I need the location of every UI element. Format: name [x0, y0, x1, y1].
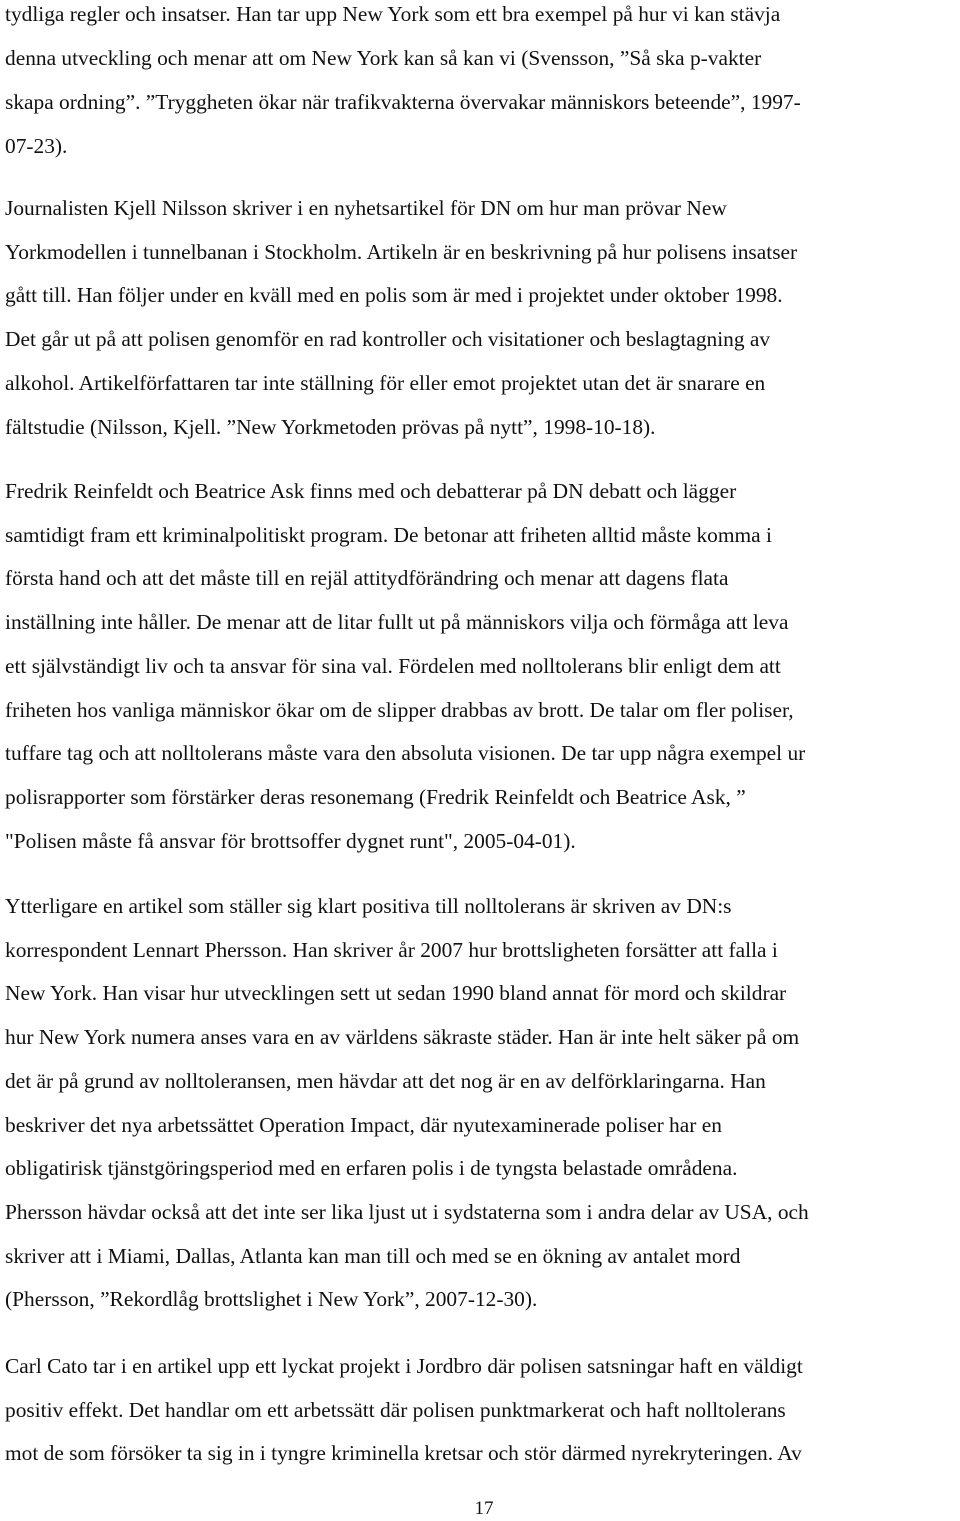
paragraph: tydliga regler och insatser. Han tar upp New York som ett bra exempel på hur vi kan stävja denna utveckling och menar att om New York kan så kan vi (Svensson, ”Så ska p-vakter skapa ordning”. ”Tryggheten ökar när trafikvakterna övervakar människors beteende”, 1997- 07-23). — [5, 2, 801, 158]
paragraph: Ytterligare en artikel som ställer sig klart positiva till nolltolerans är skriven av DN:s korrespondent Lennart Phersson. Han skriver år 2007 hur brottsligheten forsätter att falla i New York. Han visar hur utvecklingen sett ut sedan 1990 bland annat för mord och skildrar hur New York numera anses vara en av världens säkraste städer. Han är inte helt säker på om det är på grund av nolltoleransen, men hävdar att det nog är en av delförklaringarna. Han beskriver det nya arbetssättet Operation Impact, där nyutexaminerade poliser har en obligatirisk tjänstgöringsperiod med en erfaren polis i de tyngsta belastade områdena. Phersson hävdar också att det inte ser lika ljust ut i sydstaterna som i andra delar av USA, och skriver att i Miami, Dallas, Atlanta kan man till och med se en ökning av antalet mord (Phersson, ”Rekordlåg brottslighet i New York”, 2007-12-30). — [5, 894, 809, 1312]
paragraph: Carl Cato tar i en artikel upp ett lyckat projekt i Jordbro där polisen satsningar haft en väldigt positiv effekt. Det handlar om ett arbetssätt där polisen punktmarkerat och haft nolltolerans mot de som försöker ta sig in i tyngre kriminella kretsar och stör därmed nyrekryteringen. Av — [5, 1354, 803, 1466]
paragraph: Journalisten Kjell Nilsson skriver i en nyhetsartikel för DN om hur man prövar New Yorkmodellen i tunnelbanan i Stockholm. Artikeln är en beskrivning på hur polisens insatser gått till. Han följer under en kväll med en polis som är med i projektet under oktober 1998. Det går ut på att polisen genomför en rad kontroller och visitationer och beslagtagning av alkohol. Artikelförfattaren tar inte ställning för eller emot projektet utan det är snarare en fältstudie (Nilsson, Kjell. ”New Yorkmetoden prövas på nytt”, 1998-10-18). — [5, 196, 798, 439]
page-number: 17 — [474, 1498, 494, 1519]
paragraph: Fredrik Reinfeldt och Beatrice Ask finns med och debatterar på DN debatt och lägger samtidigt fram ett kriminalpolitiskt program. De betonar att friheten alltid måste komma i första hand och att det måste till en rejäl attitydförändring och menar att dagens flata inställning inte håller. De menar att de litar fullt ut på människors vilja och förmåga att leva ett självständigt liv och ta ansvar för sina val. Fördelen med nolltolerans blir enligt dem att friheten hos vanliga människor ökar om de slipper drabbas av brott. De talar om fler poliser, tuffare tag och att nolltolerans måste vara den absoluta visionen. De tar upp några exempel ur polisrapporter som förstärker deras resonemang (Fredrik Reinfeldt och Beatrice Ask, ” "Polisen måste få ansvar för brottsoffer dygnet runt", 2005-04-01). — [5, 479, 806, 853]
